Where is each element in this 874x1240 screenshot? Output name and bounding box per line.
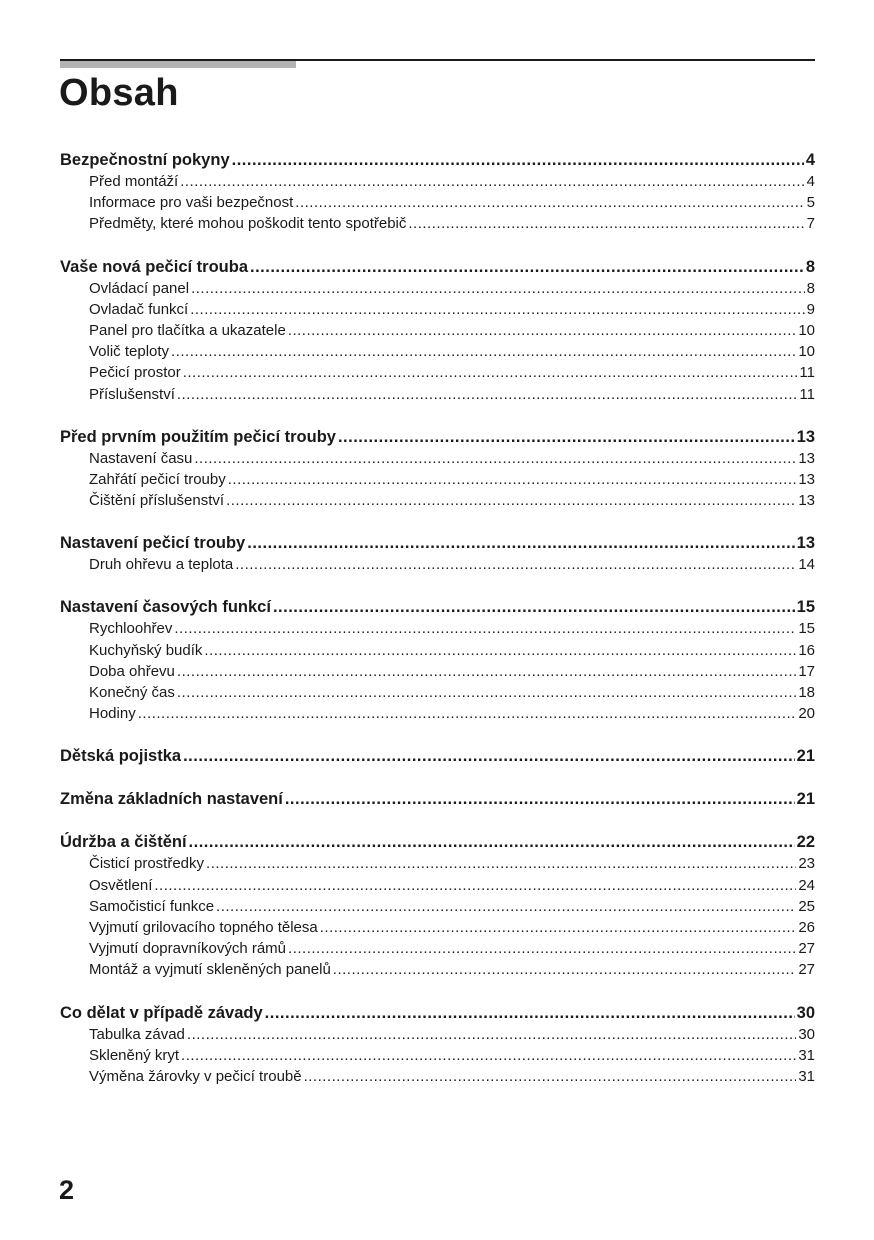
toc-subsection-page: 24 bbox=[798, 876, 815, 894]
toc-subsection-title: Tabulka závad bbox=[89, 1025, 185, 1043]
toc-subsection-entry[interactable] bbox=[60, 362, 815, 383]
toc-leader-dots bbox=[177, 384, 798, 405]
toc-section bbox=[60, 788, 815, 810]
toc-subsection-entry[interactable] bbox=[60, 875, 815, 896]
toc-leader-dots bbox=[171, 341, 796, 362]
toc-subsection-entry[interactable] bbox=[60, 896, 815, 917]
toc-subsection-page: 8 bbox=[806, 279, 815, 297]
toc-subsection-entry[interactable] bbox=[60, 938, 815, 959]
table-of-contents bbox=[60, 149, 815, 1108]
toc-leader-dots bbox=[183, 745, 795, 767]
toc-chapter-title: Změna základních nastavení bbox=[60, 790, 283, 809]
toc-leader-dots bbox=[250, 256, 804, 278]
toc-chapter-title: Nastavení pečicí trouby bbox=[60, 534, 246, 553]
toc-subsection-title: Druh ohřevu a teplota bbox=[89, 556, 234, 574]
toc-subsection-page: 9 bbox=[806, 300, 815, 318]
toc-subsection-entry[interactable] bbox=[60, 213, 815, 234]
toc-subsection-entry[interactable] bbox=[60, 682, 815, 703]
toc-leader-dots bbox=[174, 618, 796, 639]
toc-subsection-page: 16 bbox=[798, 641, 815, 659]
toc-leader-dots bbox=[408, 213, 804, 234]
toc-subsection-page: 25 bbox=[798, 897, 815, 915]
toc-subsection-entry[interactable] bbox=[60, 640, 815, 661]
toc-chapter-entry[interactable] bbox=[60, 256, 815, 278]
toc-leader-dots bbox=[216, 896, 796, 917]
toc-chapter-entry[interactable] bbox=[60, 745, 815, 767]
toc-chapter-title: Vaše nová pečicí trouba bbox=[60, 257, 248, 276]
toc-section bbox=[60, 426, 815, 512]
toc-subsection-entry[interactable] bbox=[60, 469, 815, 490]
toc-leader-dots bbox=[228, 469, 797, 490]
toc-leader-dots bbox=[320, 917, 797, 938]
toc-subsection-page: 31 bbox=[798, 1067, 815, 1085]
toc-leader-dots bbox=[154, 875, 796, 896]
toc-subsection-page: 14 bbox=[798, 556, 815, 574]
toc-subsection-entry[interactable] bbox=[60, 171, 815, 192]
toc-chapter-page: 22 bbox=[796, 833, 815, 852]
toc-leader-dots bbox=[338, 426, 795, 448]
toc-subsection-title: Volič teploty bbox=[89, 343, 170, 361]
toc-subsection-entry[interactable] bbox=[60, 618, 815, 639]
toc-subsection-entry[interactable] bbox=[60, 448, 815, 469]
toc-chapter-page: 13 bbox=[796, 534, 815, 553]
toc-leader-dots bbox=[288, 320, 797, 341]
toc-subsection-entry[interactable] bbox=[60, 384, 815, 405]
toc-subsection-page: 7 bbox=[806, 215, 815, 233]
toc-subsection-page: 30 bbox=[798, 1025, 815, 1043]
toc-subsection-title: Nastavení času bbox=[89, 449, 193, 467]
toc-leader-dots bbox=[190, 299, 804, 320]
toc-subsection-title: Čištění příslušenství bbox=[89, 492, 225, 510]
toc-subsection-page: 20 bbox=[798, 705, 815, 723]
toc-subsection-page: 31 bbox=[798, 1046, 815, 1064]
toc-subsection-title: Rychloohřev bbox=[89, 620, 173, 638]
toc-subsection-entry[interactable] bbox=[60, 661, 815, 682]
toc-section bbox=[60, 596, 815, 724]
toc-leader-dots bbox=[191, 278, 805, 299]
toc-chapter-title: Před prvním použitím pečicí trouby bbox=[60, 427, 336, 446]
toc-leader-dots bbox=[247, 532, 794, 554]
toc-subsection-entry[interactable] bbox=[60, 1045, 815, 1066]
toc-subsection-title: Výměna žárovky v pečicí troubě bbox=[89, 1067, 302, 1085]
toc-chapter-page: 15 bbox=[796, 598, 815, 617]
toc-subsection-page: 13 bbox=[798, 449, 815, 467]
toc-leader-dots bbox=[265, 1002, 795, 1024]
toc-subsection-title: Příslušenství bbox=[89, 385, 175, 403]
toc-chapter-title: Bezpečnostní pokyny bbox=[60, 151, 230, 169]
toc-leader-dots bbox=[194, 448, 796, 469]
toc-leader-dots bbox=[138, 703, 797, 724]
toc-section bbox=[60, 831, 815, 980]
header-accent-bar bbox=[60, 61, 296, 68]
toc-chapter-entry[interactable] bbox=[60, 831, 815, 853]
toc-subsection-entry[interactable] bbox=[60, 959, 815, 980]
toc-chapter-page: 13 bbox=[796, 427, 815, 446]
toc-subsection-page: 5 bbox=[806, 194, 815, 212]
toc-leader-dots bbox=[304, 1066, 797, 1087]
toc-subsection-title: Doba ohřevu bbox=[89, 662, 175, 680]
toc-chapter-entry[interactable] bbox=[60, 426, 815, 448]
toc-subsection-page: 17 bbox=[798, 662, 815, 680]
toc-leader-dots bbox=[285, 788, 795, 810]
toc-subsection-page: 15 bbox=[798, 620, 815, 638]
toc-leader-dots bbox=[183, 362, 798, 383]
toc-leader-dots bbox=[273, 596, 795, 618]
toc-leader-dots bbox=[189, 831, 795, 853]
toc-subsection-page: 13 bbox=[798, 492, 815, 510]
toc-subsection-entry[interactable] bbox=[60, 554, 815, 575]
toc-subsection-entry[interactable] bbox=[60, 703, 815, 724]
toc-subsection-title: Ovladač funkcí bbox=[89, 300, 189, 318]
toc-subsection-page: 23 bbox=[798, 855, 815, 873]
toc-subsection-title: Čisticí prostředky bbox=[89, 855, 205, 873]
toc-leader-dots bbox=[181, 1045, 796, 1066]
toc-section bbox=[60, 745, 815, 767]
toc-section bbox=[60, 532, 815, 575]
toc-leader-dots bbox=[187, 1024, 796, 1045]
toc-subsection-entry[interactable] bbox=[60, 853, 815, 874]
toc-leader-dots bbox=[206, 853, 796, 874]
toc-subsection-page: 27 bbox=[798, 940, 815, 958]
toc-chapter-title: Dětská pojistka bbox=[60, 747, 182, 766]
toc-subsection-entry[interactable] bbox=[60, 192, 815, 213]
toc-subsection-title: Vyjmutí grilovacího topného tělesa bbox=[89, 918, 318, 936]
toc-subsection-title: Hodiny bbox=[89, 705, 136, 723]
toc-subsection-title: Konečný čas bbox=[89, 684, 175, 701]
toc-subsection-title: Samočisticí funkce bbox=[89, 897, 215, 915]
toc-subsection-page: 10 bbox=[798, 321, 815, 339]
toc-subsection-title: Osvětlení bbox=[89, 876, 153, 894]
toc-leader-dots bbox=[235, 554, 796, 575]
toc-leader-dots bbox=[232, 149, 804, 171]
toc-subsection-title: Zahřátí pečicí trouby bbox=[89, 470, 226, 488]
toc-chapter-title: Údržba a čištění bbox=[60, 833, 187, 852]
toc-chapter-title: Co dělat v případě závady bbox=[60, 1003, 263, 1022]
toc-subsection-title: Předměty, které mohou poškodit tento spotřebič bbox=[89, 215, 407, 233]
toc-chapter-title: Nastavení časových funkcí bbox=[60, 598, 271, 617]
toc-subsection-page: 26 bbox=[798, 918, 815, 936]
toc-section bbox=[60, 149, 815, 235]
toc-subsection-entry[interactable] bbox=[60, 1024, 815, 1045]
toc-subsection-entry[interactable] bbox=[60, 299, 815, 320]
toc-subsection-page: 18 bbox=[798, 684, 815, 701]
toc-subsection-page: 4 bbox=[806, 173, 815, 190]
toc-subsection-title: Skleněný kryt bbox=[89, 1046, 180, 1064]
toc-subsection-page: 13 bbox=[798, 470, 815, 488]
toc-leader-dots bbox=[333, 959, 797, 980]
toc-leader-dots bbox=[204, 640, 796, 661]
toc-chapter-page: 21 bbox=[796, 747, 815, 766]
toc-leader-dots bbox=[295, 192, 804, 213]
toc-chapter-entry[interactable] bbox=[60, 596, 815, 618]
toc-subsection-title: Ovládací panel bbox=[89, 279, 190, 297]
toc-subsection-title: Vyjmutí dopravníkových rámů bbox=[89, 940, 287, 958]
toc-leader-dots bbox=[180, 171, 804, 192]
toc-subsection-entry[interactable] bbox=[60, 490, 815, 511]
toc-chapter-page: 8 bbox=[805, 257, 815, 276]
toc-section bbox=[60, 1002, 815, 1088]
toc-subsection-entry[interactable] bbox=[60, 917, 815, 938]
page-number: 2 bbox=[59, 1175, 75, 1205]
toc-leader-dots bbox=[288, 938, 796, 959]
toc-subsection-entry[interactable] bbox=[60, 341, 815, 362]
toc-section bbox=[60, 256, 815, 405]
toc-subsection-page: 27 bbox=[798, 961, 815, 979]
toc-chapter-entry[interactable] bbox=[60, 788, 815, 810]
toc-subsection-title: Montáž a vyjmutí skleněných panelů bbox=[89, 961, 331, 979]
toc-chapter-entry[interactable] bbox=[60, 532, 815, 554]
toc-subsection-title: Pečicí prostor bbox=[89, 364, 181, 382]
toc-chapter-page: 4 bbox=[805, 151, 815, 169]
toc-subsection-page: 10 bbox=[798, 343, 815, 361]
toc-subsection-title: Informace pro vaši bezpečnost bbox=[89, 194, 294, 212]
toc-subsection-entry[interactable] bbox=[60, 278, 815, 299]
toc-subsection-title: Kuchyňský budík bbox=[89, 641, 203, 659]
toc-chapter-entry[interactable] bbox=[60, 149, 815, 171]
toc-subsection-title: Před montáží bbox=[89, 173, 179, 190]
toc-subsection-page: 11 bbox=[799, 364, 815, 382]
toc-chapter-entry[interactable] bbox=[60, 1002, 815, 1024]
page-title: Obsah bbox=[59, 72, 179, 114]
toc-subsection-entry[interactable] bbox=[60, 1066, 815, 1087]
toc-chapter-page: 30 bbox=[796, 1003, 815, 1022]
toc-subsection-page: 11 bbox=[799, 385, 815, 403]
toc-subsection-entry[interactable] bbox=[60, 320, 815, 341]
toc-subsection-title: Panel pro tlačítka a ukazatele bbox=[89, 321, 286, 339]
toc-chapter-page: 21 bbox=[796, 790, 815, 809]
toc-leader-dots bbox=[177, 661, 796, 682]
toc-leader-dots bbox=[226, 490, 796, 511]
toc-leader-dots bbox=[177, 682, 796, 703]
